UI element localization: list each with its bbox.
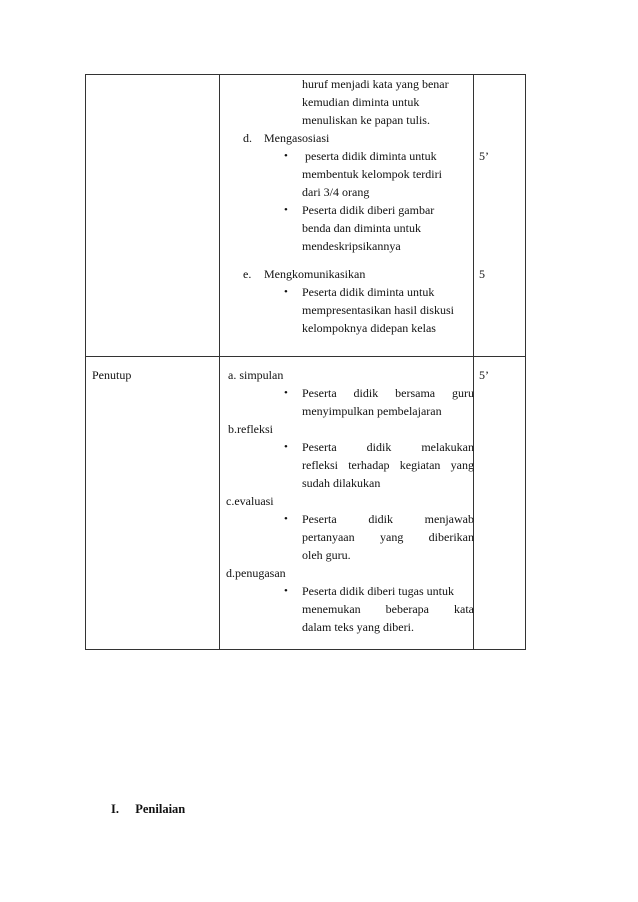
step-title: c.evaluasi — [226, 494, 274, 508]
section-number: I. — [111, 802, 119, 816]
time-value: 5’ — [479, 368, 489, 382]
step-title: a. simpulan — [228, 368, 284, 382]
list-item: Peserta didik bersama guru menyimpulkan pembelajaran — [302, 386, 474, 418]
list-item: Peserta didik melakukan refleksi terhadap kegiatan yang sudah dilakukan — [302, 440, 474, 490]
section-heading — [111, 800, 185, 818]
step-title: Mengkomunikasikan — [264, 267, 366, 281]
time-value: 5 — [479, 267, 485, 281]
bullet-icon: • — [284, 150, 288, 162]
table-row — [86, 357, 526, 650]
list-item: peserta didik diminta untuk membentuk kelompok terdiri dari 3/4 orang — [302, 149, 442, 199]
bullet-icon: • — [284, 513, 288, 525]
list-item: Peserta didik diberi tugas untuk menemukan beberapa kata dalam teks yang diberi. — [302, 584, 474, 634]
bullet-icon: • — [284, 387, 288, 399]
step-title: Mengasosiasi — [264, 131, 330, 145]
time-value: 5’ — [479, 149, 489, 163]
stage-label: Penutup — [92, 368, 132, 382]
list-marker: d. — [243, 131, 252, 145]
time-cell — [474, 357, 526, 650]
bullet-icon: • — [284, 585, 288, 597]
step-title: d.penugasan — [226, 566, 286, 580]
list-item: Peserta didik menjawab pertanyaan yang diberikan oleh guru. — [302, 512, 474, 562]
table-row — [86, 75, 526, 357]
list-item: Peserta didik diberi gambar benda dan diminta untuk mendeskripsikannya — [302, 203, 435, 253]
stage-cell — [86, 357, 220, 650]
time-cell — [474, 75, 526, 357]
bullet-icon: • — [284, 286, 288, 298]
list-marker: e. — [243, 267, 252, 281]
continued-text: huruf menjadi kata yang benar kemudian diminta untuk menuliskan ke papan tulis. — [302, 77, 449, 127]
step-title: b.refleksi — [228, 422, 273, 436]
lesson-activities-table — [85, 74, 526, 650]
bullet-icon: • — [284, 204, 288, 216]
list-item: Peserta didik diminta untuk mempresentasikan hasil diskusi kelompoknya didepan kelas — [302, 285, 454, 335]
stage-cell-empty — [86, 75, 220, 357]
section-title: Penilaian — [135, 802, 186, 816]
activity-cell — [220, 75, 474, 357]
activity-cell — [220, 357, 474, 650]
bullet-icon: • — [284, 441, 288, 453]
